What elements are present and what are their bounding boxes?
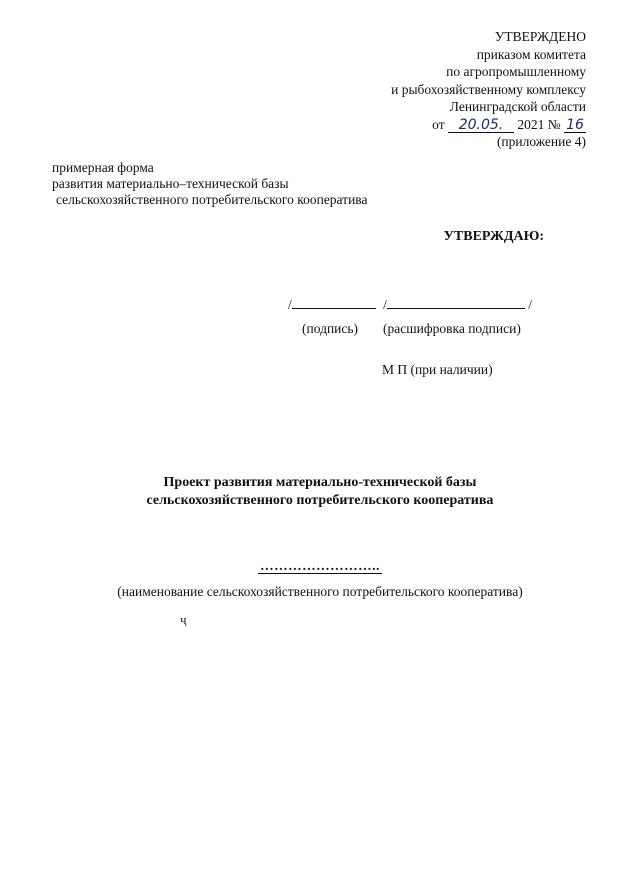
appendix-label: (приложение 4)	[496, 134, 586, 149]
handwritten-date: 20.05.	[448, 118, 514, 133]
approval-date-line	[391, 116, 586, 134]
year-number-label: 2021 №	[517, 116, 561, 132]
signature-lines	[288, 296, 532, 313]
approve-heading: УТВЕРЖДАЮ:	[443, 229, 544, 244]
cooperative-name-placeholder: ……………………..	[260, 558, 380, 573]
project-title	[0, 474, 640, 510]
approval-block	[391, 28, 586, 151]
approval-line-1: приказом комитета	[476, 46, 586, 62]
cooperative-name-caption: (наименование сельскохозяйственного потребительского кооператива)	[117, 584, 523, 599]
form-label-line-3: сельскохозяйственного потребительского кооператива	[56, 192, 368, 207]
decoding-slash-end: /	[528, 297, 533, 312]
project-title-line-1: Проект развития материально-технической базы	[163, 475, 477, 490]
signature-slash: /	[288, 297, 292, 312]
signature-caption: (подпись)	[302, 321, 359, 336]
approval-line-2: по агропромышленному	[446, 64, 586, 79]
approval-line-3: и рыбохозяйственному комплексу	[391, 81, 586, 97]
cooperative-name-blank	[0, 558, 640, 574]
form-label	[52, 160, 368, 208]
form-label-line-1: примерная форма	[52, 160, 154, 175]
form-label-line-2: развития материально–технической базы	[52, 176, 289, 191]
approval-heading: УТВЕРЖДЕНО	[494, 29, 586, 44]
decoding-slash: /	[383, 297, 387, 312]
decoding-caption: (расшифровка подписи)	[383, 321, 521, 336]
decoding-blank	[387, 296, 525, 309]
stamp-label: М П (при наличии)	[382, 362, 493, 377]
project-title-line-2: сельскохозяйственного потребительского кооператива	[146, 493, 494, 508]
date-prefix: от	[432, 116, 445, 132]
signature-blank	[292, 296, 376, 309]
handwritten-number: 16	[564, 118, 586, 133]
stray-mark: ҷ	[180, 612, 187, 627]
approval-line-4: Ленинградской области	[449, 99, 586, 114]
